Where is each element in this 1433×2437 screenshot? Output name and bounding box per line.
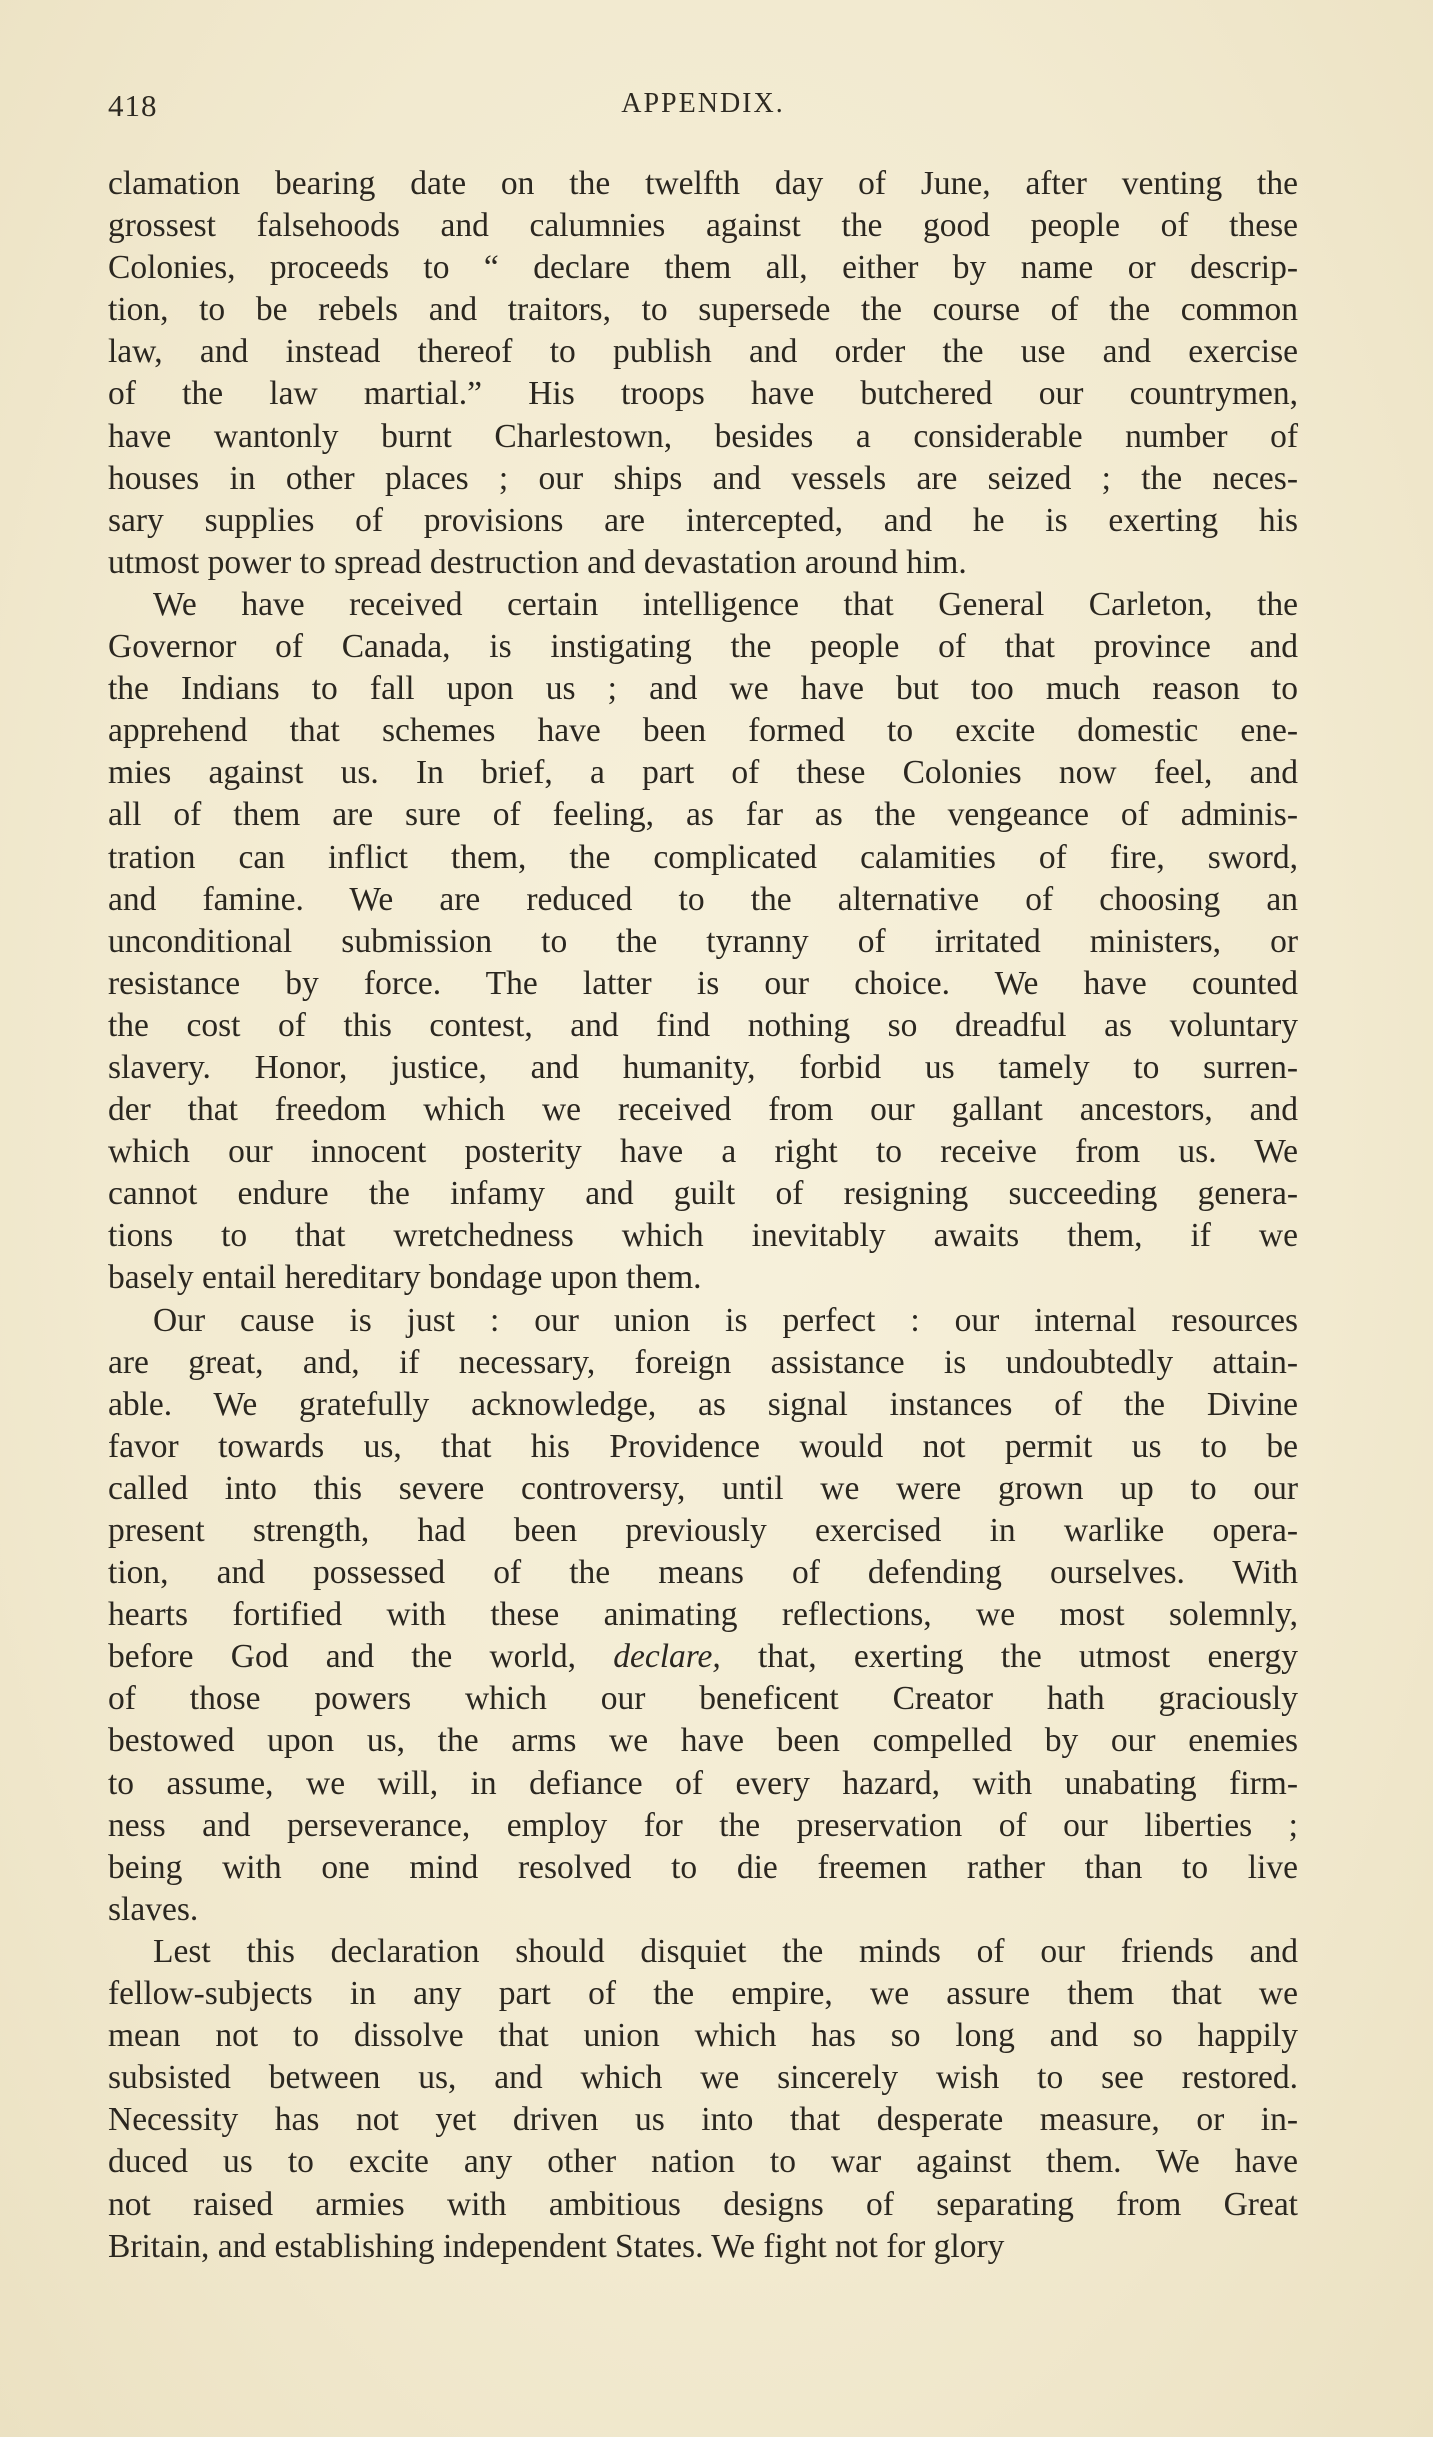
text-line: and famine. We are reduced to the alternative of choosing an	[108, 880, 1298, 918]
page-number: 418	[108, 88, 158, 123]
text-line: ness and perseverance, employ for the preservation of our liberties ;	[108, 1806, 1298, 1844]
text-line: present strength, had been previously exercised in warlike opera-	[108, 1512, 1298, 1549]
text-line: slavery. Honor, justice, and humanity, forbid us tamely to surren-	[108, 1048, 1298, 1086]
text-line: der that freedom which we received from our gallant ancestors, and	[108, 1091, 1298, 1129]
text-line: Necessity has not yet driven us into that desperate measure, or in-	[108, 2101, 1298, 2139]
paragraph	[108, 1931, 1298, 2268]
text-line: Colonies, proceeds to “ declare them all, either by name or descrip-	[108, 249, 1298, 287]
text-line: which our innocent posterity have a right to receive from us. We	[108, 1133, 1298, 1171]
text-line: hearts fortified with these animating reflections, we most solemnly,	[108, 1596, 1298, 1634]
text-line: law, and instead thereof to publish and order the use and exercise	[108, 333, 1298, 371]
text-line: the cost of this contest, and find nothing so dreadful as voluntary	[108, 1006, 1298, 1044]
text-line: the Indians to fall upon us ; and we have but too much reason to	[108, 670, 1298, 708]
paragraph	[108, 584, 1298, 1300]
text-line: duced us to excite any other nation to war against them. We have	[108, 2143, 1298, 2181]
paragraph	[108, 163, 1298, 584]
text-line: tration can inflict them, the complicated calamities of fire, sword,	[108, 838, 1298, 876]
text-line: mean not to dissolve that union which has so long and so happily	[108, 2017, 1298, 2055]
text-line: Britain, and establishing independent States. We fight not for glory	[108, 2227, 1005, 2265]
text-line: Lest this declaration should disquiet the minds of our friends and	[153, 1932, 1298, 1970]
text-line: able. We gratefully acknowledge, as signal instances of the Divine	[108, 1385, 1298, 1423]
text-line: of those powers which our beneficent Creator hath graciously	[108, 1680, 1298, 1718]
text-line: tions to that wretchedness which inevitably awaits them, if we	[108, 1217, 1298, 1255]
text-line: favor towards us, that his Providence would not permit us to be	[108, 1427, 1298, 1465]
text-line: not raised armies with ambitious designs of separating from Great	[108, 2185, 1298, 2223]
text-line: Our cause is just : our union is perfect : our internal resources	[153, 1301, 1298, 1339]
text-line: resistance by force. The latter is our choice. We have counted	[108, 964, 1298, 1002]
text-line: all of them are sure of feeling, as far as the vengeance of adminis-	[108, 796, 1298, 834]
text-line: being with one mind resolved to die freemen rather than to live	[108, 1848, 1298, 1886]
text-line: fellow-subjects in any part of the empire, we assure them that we	[108, 1975, 1298, 2013]
text-line: before God and the world, declare, that, exerting the utmost energy	[108, 1638, 1298, 1676]
text-line: called into this severe controversy, until we were grown up to our	[108, 1469, 1298, 1507]
text-line: tion, to be rebels and traitors, to supersede the course of the common	[108, 291, 1298, 329]
text-line: sary supplies of provisions are intercepted, and he is exerting his	[108, 501, 1298, 539]
text-line: We have received certain intelligence that General Carleton, the	[153, 585, 1298, 623]
paragraph	[108, 1300, 1298, 1931]
text-line: basely entail hereditary bondage upon them.	[108, 1259, 702, 1297]
text-line: utmost power to spread destruction and devastation around him.	[108, 543, 967, 581]
text-line: houses in other places ; our ships and vessels are seized ; the neces-	[108, 459, 1298, 497]
text-line: grossest falsehoods and calumnies against the good people of these	[108, 207, 1298, 245]
text-line: Governor of Canada, is instigating the people of that province and	[108, 628, 1298, 666]
text-line: cannot endure the infamy and guilt of resigning succeeding genera-	[108, 1175, 1298, 1213]
text-line: subsisted between us, and which we sincerely wish to see restored.	[108, 2059, 1298, 2097]
text-line: slaves.	[108, 1890, 199, 1928]
body-text	[108, 163, 1298, 2268]
running-head: APPENDIX.	[621, 88, 785, 119]
text-line: clamation bearing date on the twelfth day of June, after venting the	[108, 165, 1298, 202]
page-header	[108, 88, 1298, 138]
text-line: apprehend that schemes have been formed to excite domestic ene-	[108, 712, 1298, 750]
text-line: bestowed upon us, the arms we have been compelled by our enemies	[108, 1722, 1298, 1760]
emphasis-word: declare,	[613, 1638, 721, 1676]
text-line: tion, and possessed of the means of defending ourselves. With	[108, 1554, 1298, 1592]
text-line: of the law martial.” His troops have butchered our countrymen,	[108, 375, 1298, 413]
text-line: mies against us. In brief, a part of these Colonies now feel, and	[108, 754, 1298, 792]
text-line: have wantonly burnt Charlestown, besides a considerable number of	[108, 417, 1298, 455]
text-line: unconditional submission to the tyranny of irritated ministers, or	[108, 922, 1298, 960]
text-line: to assume, we will, in defiance of every hazard, with unabating firm-	[108, 1764, 1298, 1802]
text-line: are great, and, if necessary, foreign assistance is undoubtedly attain-	[108, 1343, 1298, 1381]
